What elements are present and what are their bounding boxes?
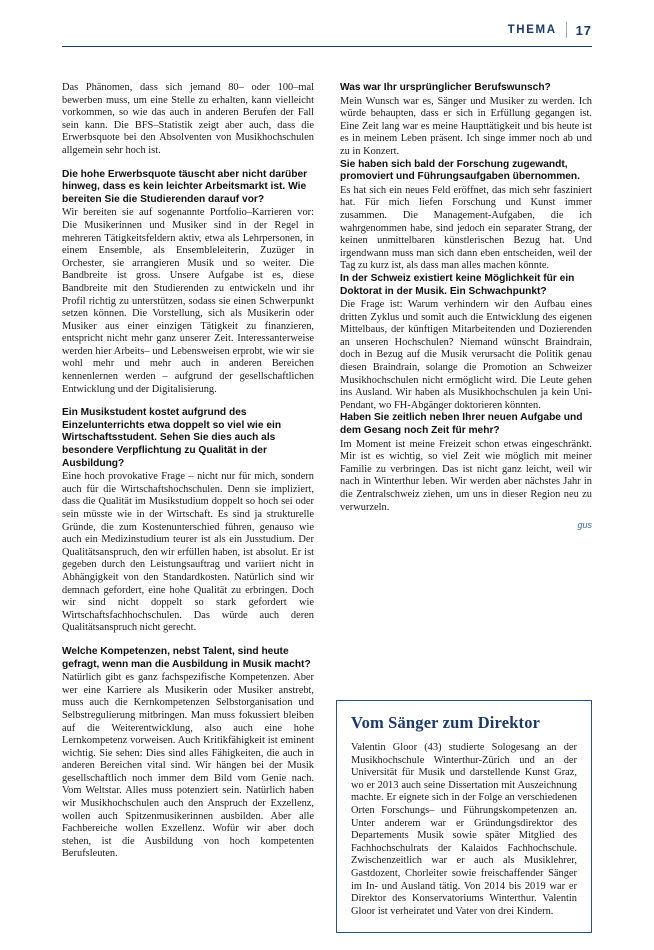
sidebar-box-title: Vom Sänger zum Direktor bbox=[351, 713, 541, 732]
subheading: Was war Ihr ursprünglicher Berufswunsch? bbox=[340, 82, 551, 93]
subheading: Haben Sie zeitlich neben Ihrer neuen Aufgabe und dem Gesang noch Zeit für mehr? bbox=[340, 412, 583, 437]
paragraph: Es hat sich ein neues Feld eröffnet, das mich sehr fasziniert hat. Für mich liefen Forschung und Kunst immer zusammen. Die Management-Aufgaben, die ich wahrgenommen habe, sind jedoch ein separater Strang, der keinen unmittelbaren künstlerischen Bezug hat. Und irgendwann muss man sich dann eben entscheiden, weil der Tag zu kurz ist, als dass man alles machen könnte. bbox=[340, 184, 592, 272]
byline: gus bbox=[577, 520, 592, 531]
subheading: In der Schweiz existiert keine Möglichkeit für ein Doktorat in der Musik. Ein Schwachpunkt? bbox=[340, 272, 575, 297]
subheading: Die hohe Erwerbsquote täuscht aber nicht darüber hinweg, dass es kein leichter Arbeitsmarkt ist. Wie bereiten Sie die Studierenden darauf vor? bbox=[62, 168, 308, 205]
paragraph: Natürlich gibt es ganz fachspezifische Kompetenzen. Aber wer eine Karriere als Musikerin oder Musiker anstrebt, muss auch die Kernkompetenzen Selbstorganisation und Selbstregulierung mitbringen. Man muss fokussiert bleiben auf die Weiterentwicklung, also auch eine hohe Lernkompetenz vorweisen. Auch Kritikfähigkeit ist eminent wichtig. Sie sehen: Dies sind alles Fähigkeiten, die auch in anderen Bereichen vital sind. Wir hängen bei der Musik gesellschaftlich noch immer dem Bild vom Genie nach. Vom Weltstar. Alles muss potenziert sein. Natürlich haben wir Musikhochschulen auch den Anspruch der Exzellenz, wollen auch Spitzenmusikerinnen ausbilden. Aber alle Fachbereiche wollen Exzellenz. Wofür wir aber doch stehen, ist die Ausbildung von hoch kompetenten Berufsleuten. bbox=[62, 672, 314, 860]
paragraph: Die Frage ist: Warum verhindern wir den Aufbau eines dritten Zyklus und somit auch die Entwicklung des eigenen Mittelbaus, der künftigen Mitarbeitenden und Dozierenden an unseren Hochschulen? Niemand wünscht Braindrain, doch in Bezug auf die Musik verursacht die Politik genau diesen Braindrain, solange die Promotion an Schweizer Musikhochschulen nicht ermöglicht wird. Die Leute gehen ins Ausland. Wir haben als Musikhochschulen ja kein Uni-Pendant, wo FH-Abgänger doktorieren könnten. bbox=[340, 299, 592, 411]
paragraph: Eine hoch provokative Frage – nicht nur für mich, sondern auch für die Wirtschaftshochschulen. Denn sie impliziert, dass die Qualität im Musikstudium doppelt so hoch sei oder sein müsste wie in der Wirtschaft. Es sind ja strukturelle Gründe, die zum Kostenunterschied führen, genauso wie auch ein Medizinstudium teurer ist als ein Jusstudium. Der Qualitätsanspruch, den wir erfüllen haben, ist absolut. Er ist gegeben durch den Leistungsauftrag und variiert nicht in Abhängigkeit von den Standardkosten. Natürlich sind wir demnach gefordert, eine hohe Qualität zu erbringen. Doch wir sind nicht doppelt so stark gefordert wie Wirtschaftsfachhochschulen. Das würde auch deren Qualitätsanspruch nicht gerecht. bbox=[62, 471, 314, 634]
paragraph: Im Moment ist meine Freizeit schon etwas eingeschränkt. Mir ist es wichtig, so viel Zeit wie möglich mit meiner Familie zu verbringen. Das ist nicht ganz leicht, weil wir nach in Winterthur leben. Wir werden aber nächstes Jahr in die Zentralschweiz ziehen, um uns in dieser Region neu zu verwurzeln. bbox=[340, 438, 592, 513]
section-label: THEMA bbox=[507, 24, 557, 36]
subheading: Ein Musikstudent kostet aufgrund des Einzelunterrichts etwa doppelt so viel wie ein Wirtschaftsstudent. Sehen Sie dies auch als besondere Verpflichtung zu Qualität in der Ausbildung? bbox=[62, 407, 282, 469]
subheading: Welche Kompetenzen, nebst Talent, sind heute gefragt, wenn man die Ausbildung in Musik macht? bbox=[62, 645, 311, 670]
sidebar-box-text: Valentin Gloor (43) studierte Sologesang an der Musikhochschule Winterthur-Zürich und an der Universität für Musik und darstellende Kunst Graz, wo er 2013 auch seine Dissertation mit Auszeichnung machte. Er eignete sich in der Folge an verschiedenen Orten Forschungs– und Führungskompetenzen an. Unter anderem war er Gründungsdirektor des Departements Musik sowie später Mitglied des Fachhochschulrats der Kalaidos Fachhochschule. Zwischenzeitlich war er auch als Musiklehrer, Gastdozent, Chorleiter sowie freischaffender Sänger im In- und Ausland tätig. Von 2014 bis 2019 war er Direktor des Konservatoriums Winterthur. Valentin Gloor ist verheiratet und Vater von drei Kindern. bbox=[351, 742, 577, 917]
subheading: Sie haben sich bald der Forschung zugewandt, promoviert und Führungsaufgaben übernommen. bbox=[340, 158, 580, 183]
page-number: 17 bbox=[575, 22, 592, 38]
left-column bbox=[62, 82, 314, 861]
paragraph: Wir bereiten sie auf sogenannte Portfolio–Karrieren vor: Die Musikerinnen und Musiker sind in der Regel in mehreren Tätigkeitsfeldern aktiv, etwa als Lehrpersonen, in einem Ensemble, als Ensembleleiterin, Zuzüger in Orchester, sie arrangieren Musik und so weiter. Die Bandbreite ist gross. Unsere Aufgabe ist es, diese Bandbreite mit den Studierenden zu entwickeln und ihr Profil richtig zu unterstützen, sodass sie einen Schwerpunkt setzen können. Die Vorstellung, sich als Musikerin oder Musiker aus einer einzigen Tätigkeit zu finanzieren, entspricht nicht mehr ganz unserer Zeit. Interessanterweise werden hier Arbeits– und Lebensweisen erprobt, wie wir sie wohl mehr und mehr auch in anderen Bereichen kennenlernen werden – aufgrund der gesellschaftlichen Entwicklung und der Digitalisierung. bbox=[62, 207, 314, 395]
header-divider bbox=[566, 22, 567, 38]
page-header bbox=[508, 22, 592, 38]
sidebar-box-biography bbox=[336, 700, 592, 933]
header-rule bbox=[62, 46, 592, 47]
intro-paragraph: Das Phänomen, dass sich jemand 80– oder 100–mal bewerben muss, um eine Stelle zu erhalten, kann vielleicht vorkommen, so wie das auch in anderen Berufen der Fall sein kann. Die BFS–Statistik zeigt aber auch, dass die Erwerbsquote bei den Absolventen von Musikhochschulen allgemein sehr hoch ist. bbox=[62, 82, 314, 156]
paragraph: Mein Wunsch war es, Sänger und Musiker zu werden. Ich würde behaupten, dass er sich in Erfüllung gegangen ist. Eine Zeit lang war es meine Haupttätigkeit und bis heute ist es in meinem Leben präsent. Ich singe immer noch ab und zu in Konzert. bbox=[340, 95, 592, 157]
